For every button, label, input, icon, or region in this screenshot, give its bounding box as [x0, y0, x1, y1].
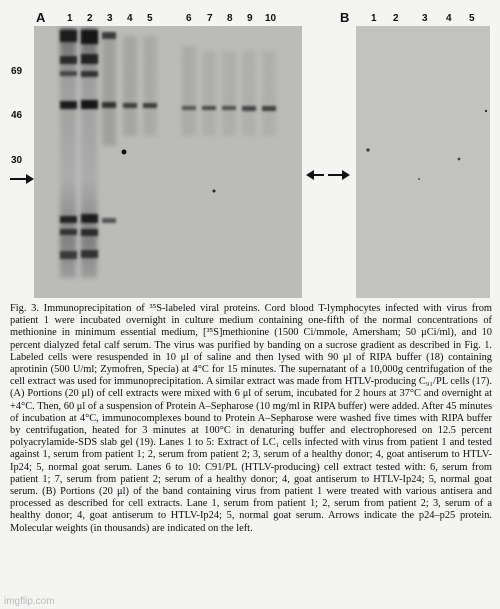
arrow-right-icon [8, 172, 36, 186]
lane-b-4: 4 [446, 13, 452, 24]
panel-a-label: A [36, 10, 46, 25]
lane-b-1: 1 [371, 13, 377, 24]
figure-caption [10, 303, 492, 535]
lane-a-10: 10 [265, 13, 277, 24]
mw-marker-69: 69 [11, 66, 23, 77]
lane-a-7: 7 [207, 13, 213, 24]
watermark: imgflip.com [4, 596, 55, 607]
caption-text: Immunoprecipitation of ³⁵S-labeled viral proteins. Cord blood T-lymphocytes infected with virus from patient 1 were incubated overnight in culture medium containing one-fifth of the normal concentrations of methionine in minimum essential medium, [³⁵S]methionine (1500 Ci/mmole, Amersham; 50 μCi/ml), and 10 percent dialyzed fetal calf serum. The virus was purified by banding on a sucrose gradient as described in Fig. 1. Labeled cells were resuspended in 10 μl of saline and then lysed with 90 μl of RIPA buffer (18) containing aprotinin (500 U/ml; Zymofren, Specia) at 4°C for 15 minutes. The supernatant of a 10,000g centrifugation of the cell extract was used for immunoprecipitation. A similar extract was made from HTLV-producing C₉₁/PL cells (17). (A) Portions (20 μl) of cell extracts were mixed with 6 μl of serum, incubated for 2 hours at 37°C and overnight at +4°C. Then, 60 μl of a suspension of Protein A–Sepharose (10 mg/ml in RIPA buffer) were added. After 45 minutes of incubation at 4°C, immunocomplexes bound to Protein A–Sepharose were washed five times with RIPA buffer by centrifugation, heated for 3 minutes at 100°C in denaturing buffer and electrophoresed on 12.5 percent polyacrylamide-SDS slab gel (19). Lanes 1 to 5: Extract of LC₁ cells infected with virus from patient 1 and tested against 1, serum from patient 1; 2, serum from patient 2; 3, serum of a healthy donor; 4, goat antiserum to HTLV-Ip24; 5, normal goat serum. Lanes 6 to 10: C91/PL (HTLV-producing) cell extract tested with: 6, serum from patient 1; 7, serum from patient 2; serum of a healthy donor; 4, goat antiserum to HTLV-Ip24; 5, normal goat serum. (B) Portions (20 μl) of the band containing virus from patient 1 were treated with various antisera and processed as described for cell extracts. Lane 1, serum from patient 1; 2, serum from patient 2; 3, serum of a healthy donor; 4, goat antiserum to HTLV-Ip24; 5, normal goat serum. Arrows indicate the p24–p25 protein. Molecular weights (in thousands) are indicated on the left. [10, 303, 493, 534]
figure [0, 0, 500, 300]
gel-image-panel-b [356, 26, 490, 298]
lane-b-5: 5 [469, 13, 475, 24]
mw-marker-46: 46 [11, 110, 23, 121]
lane-a-9: 9 [247, 13, 253, 24]
mw-marker-30: 30 [11, 155, 23, 166]
lane-a-3: 3 [107, 13, 113, 24]
lane-a-8: 8 [227, 13, 233, 24]
lane-a-4: 4 [127, 13, 133, 24]
figure-label: Fig. 3. [10, 303, 39, 314]
lane-a-2: 2 [87, 13, 93, 24]
lane-b-2: 2 [393, 13, 399, 24]
lane-a-6: 6 [186, 13, 192, 24]
panel-b-label: B [340, 10, 350, 25]
lane-a-5: 5 [147, 13, 153, 24]
lane-b-3: 3 [422, 13, 428, 24]
lane-a-1: 1 [67, 13, 73, 24]
gel-image-panel-a [34, 26, 302, 298]
double-arrow-icon [304, 168, 352, 182]
